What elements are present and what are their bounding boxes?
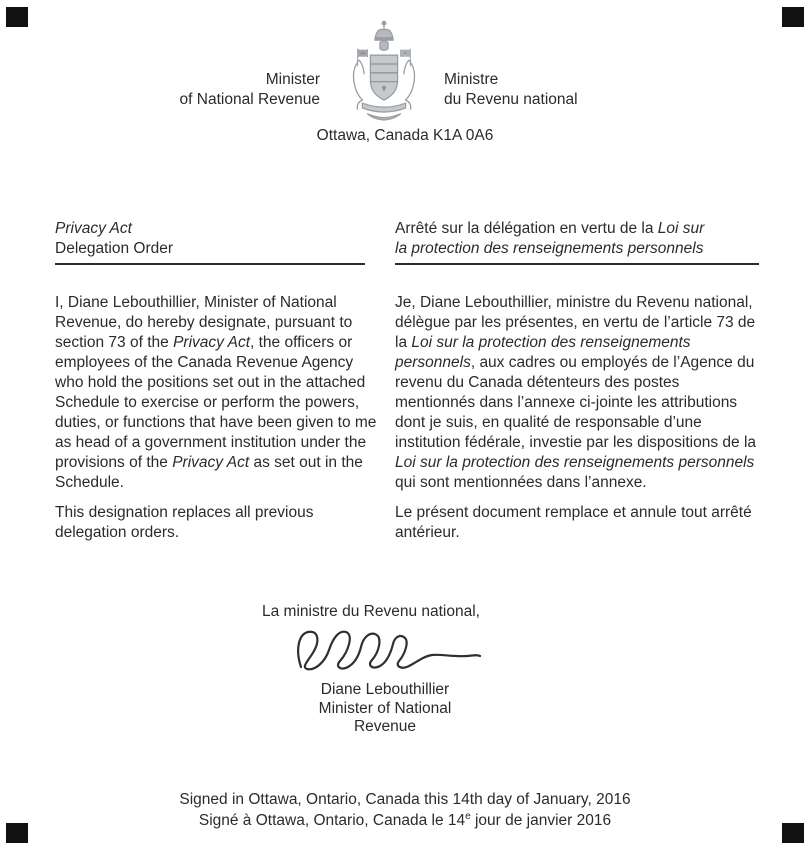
- letterhead-address: Ottawa, Canada K1A 0A6: [316, 127, 494, 144]
- body-column-french: [395, 293, 759, 553]
- text-run: as set out in the Schedule.: [55, 454, 363, 491]
- letterhead-minister-french: [444, 70, 724, 110]
- paragraph-fr-1: [395, 293, 759, 493]
- text-run: , aux cadres ou employés de l’Agence du revenu du Canada détenteurs des postes mentionnés dans l’annexe ci-jointe les attributions dont je suis, en qualité de responsable d’une institution fédérale, investie par les dispositions de la: [395, 354, 757, 451]
- registration-mark-top-right: [782, 7, 804, 27]
- title-fr-line2: la protection des renseignements personnels: [395, 240, 704, 257]
- handwritten-signature: [293, 625, 483, 677]
- signing-statement-english: Signed in Ottawa, Ontario, Canada this 14th day of January, 2016: [179, 791, 631, 808]
- signing-statement-french: [0, 811, 810, 832]
- body-column-english: [55, 293, 377, 553]
- title-fr-line1: [395, 219, 759, 239]
- paragraph-fr-2: Le présent document remplace et annule tout arrêté antérieur.: [395, 504, 752, 541]
- text-run-italic: Loi sur la protection des renseignements personnels: [395, 454, 755, 471]
- title-english: [55, 219, 365, 265]
- text-run-italic: Loi sur la protection des renseignements personnels: [395, 334, 691, 371]
- text-run: Je, Diane Lebouthillier, ministre du Revenu national, délègue par les présentes, en vertu de l’article 73 de la: [395, 294, 756, 351]
- coat-of-arms-icon: [346, 20, 422, 124]
- registration-mark-top-left: [6, 7, 28, 27]
- signatory-identity: [275, 681, 495, 737]
- minister-en-line1: Minister: [265, 71, 320, 88]
- signatory-title-line1: Minister of National: [318, 699, 452, 717]
- signatory-title-line2: Revenue: [353, 718, 417, 735]
- minister-fr-line2: du Revenu national: [444, 91, 578, 108]
- letterhead-minister-english: [40, 70, 320, 110]
- signatory-name: Diane Lebouthillier: [320, 681, 450, 698]
- text-run: I, Diane Lebouthillier, Minister of National Revenue, do hereby designate, pursuant to section 73 of the: [55, 294, 353, 351]
- title-en-line1: Privacy Act: [55, 220, 132, 237]
- title-fr-line1-italic: Loi sur: [657, 220, 705, 237]
- text-run: , the officers or employees of the Canada Revenue Agency who hold the positions set out in the attached Schedule to exercise or perform the powers, duties, or functions that have been given to me as head of a government institution under the provisions of the: [55, 334, 377, 471]
- text-run-italic: Privacy Act: [172, 454, 250, 471]
- text-run-italic: Privacy Act: [173, 334, 251, 351]
- ordinal-superscript: e: [465, 810, 471, 822]
- paragraph-en-1: [55, 293, 377, 493]
- minister-en-line2: of National Revenue: [179, 91, 320, 108]
- title-fr-line1-normal: Arrêté sur la délégation en vertu de la: [395, 220, 658, 237]
- title-en-line2: Delegation Order: [55, 240, 174, 257]
- text-run: jour de janvier 2016: [470, 811, 612, 829]
- minister-fr-line1: Ministre: [444, 71, 499, 88]
- title-french: [395, 219, 759, 265]
- paragraph-en-2: This designation replaces all previous delegation orders.: [55, 504, 314, 541]
- text-run: Signé à Ottawa, Ontario, Canada le 14: [198, 811, 466, 829]
- signing-statement: [0, 790, 810, 831]
- signature-salutation: La ministre du Revenu national,: [262, 603, 480, 620]
- text-run: qui sont mentionnées dans l’annexe.: [395, 474, 647, 491]
